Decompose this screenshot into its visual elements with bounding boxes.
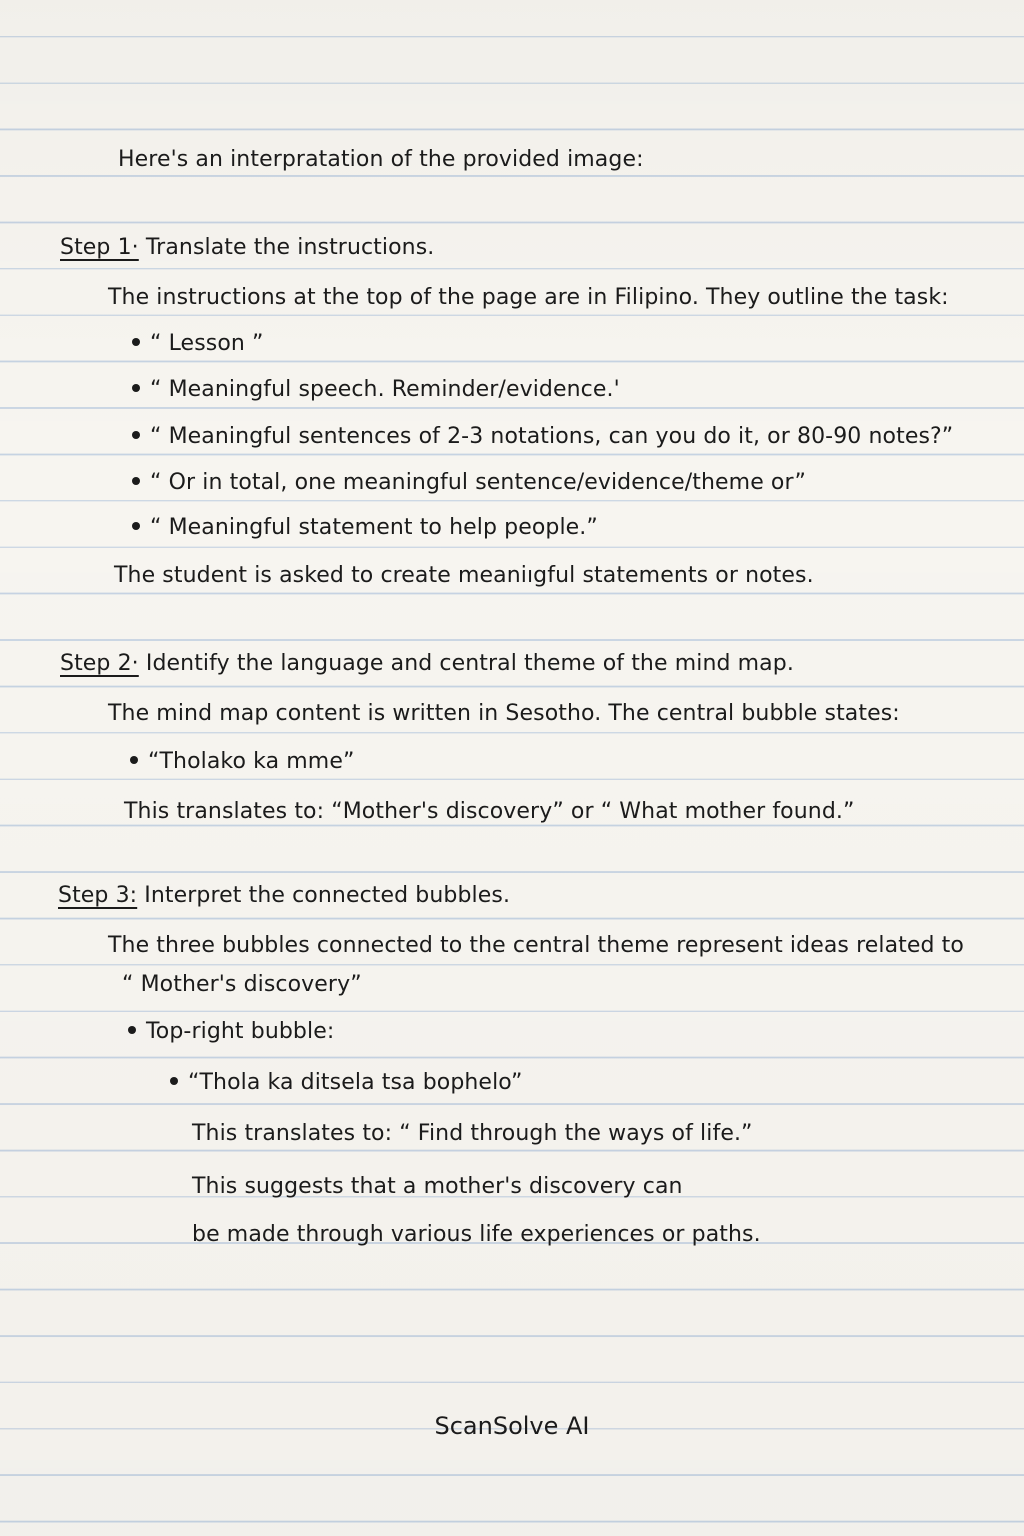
footer-brand: ScanSolve AI (434, 1412, 590, 1440)
step1-label: Step 1· (60, 235, 139, 260)
step1-bullet-text: “ Meaningful speech. Reminder/evidence.' (150, 377, 620, 402)
step1-bullet (132, 330, 264, 358)
bullet-dot (130, 756, 138, 764)
bullet-dot (132, 431, 140, 439)
step3-intro: The three bubbles connected to the central theme represent ideas related to (108, 933, 964, 958)
step3-sub-heading-text: Top-right bubble: (146, 1019, 335, 1044)
bullet-dot (132, 338, 140, 346)
step1-bullet-text: “ Meaningful statement to help people.” (150, 515, 598, 540)
bullet-dot (170, 1077, 178, 1085)
bullet-dot (132, 522, 140, 530)
step1-title: Translate the instructions. (145, 235, 435, 260)
step1-bullet (132, 469, 806, 497)
step3-suggestion-line2: be made through various life experiences or paths. (192, 1222, 761, 1247)
step3-heading (58, 882, 510, 910)
step1-bullet-text: “ Meaningful sentences of 2-3 notations, can you do it, or 80-90 notes?” (150, 424, 954, 449)
step2-heading (60, 650, 794, 678)
step2-bullet-text: “Tholako ka mme” (148, 749, 355, 774)
step3-sub-bullet-text: “Thola ka ditsela tsa bophelo” (188, 1070, 523, 1095)
step3-title: Interpret the connected bubbles. (144, 883, 511, 908)
step3-translation: This translates to: “ Find through the ways of life.” (192, 1121, 753, 1146)
step3-suggestion-line1: This suggests that a mother's discovery can (192, 1174, 683, 1199)
step2-label: Step 2· (60, 651, 139, 676)
step3-intro-continued: “ Mother's discovery” (122, 972, 362, 997)
step1-intro: The instructions at the top of the page are in Filipino. They outline the task: (108, 285, 949, 310)
step2-intro: The mind map content is written in Sesotho. The central bubble states: (108, 701, 900, 726)
step2-translation: This translates to: “Mother's discovery” or “ What mother found.” (124, 799, 855, 824)
step1-bullet (132, 423, 953, 451)
step3-label: Step 3: (58, 883, 138, 908)
intro-text: Here's an interpratation of the provided image: (118, 147, 644, 172)
step3-sub-bullet (170, 1069, 523, 1097)
step1-conclusion: The student is asked to create meaniıgful statements or notes. (114, 563, 814, 588)
step2-title: Identify the language and central theme of the mind map. (145, 651, 794, 676)
step1-bullet (132, 376, 620, 404)
step2-bullet (130, 748, 354, 776)
step1-heading (60, 234, 434, 262)
step1-bullet-text: “ Lesson ” (150, 331, 264, 356)
bullet-dot (132, 384, 140, 392)
bullet-dot (128, 1026, 136, 1034)
step3-sub-heading (128, 1018, 334, 1046)
step1-bullet-text: “ Or in total, one meaningful sentence/evidence/theme or” (150, 470, 807, 495)
bullet-dot (132, 477, 140, 485)
step1-bullet (132, 514, 598, 542)
